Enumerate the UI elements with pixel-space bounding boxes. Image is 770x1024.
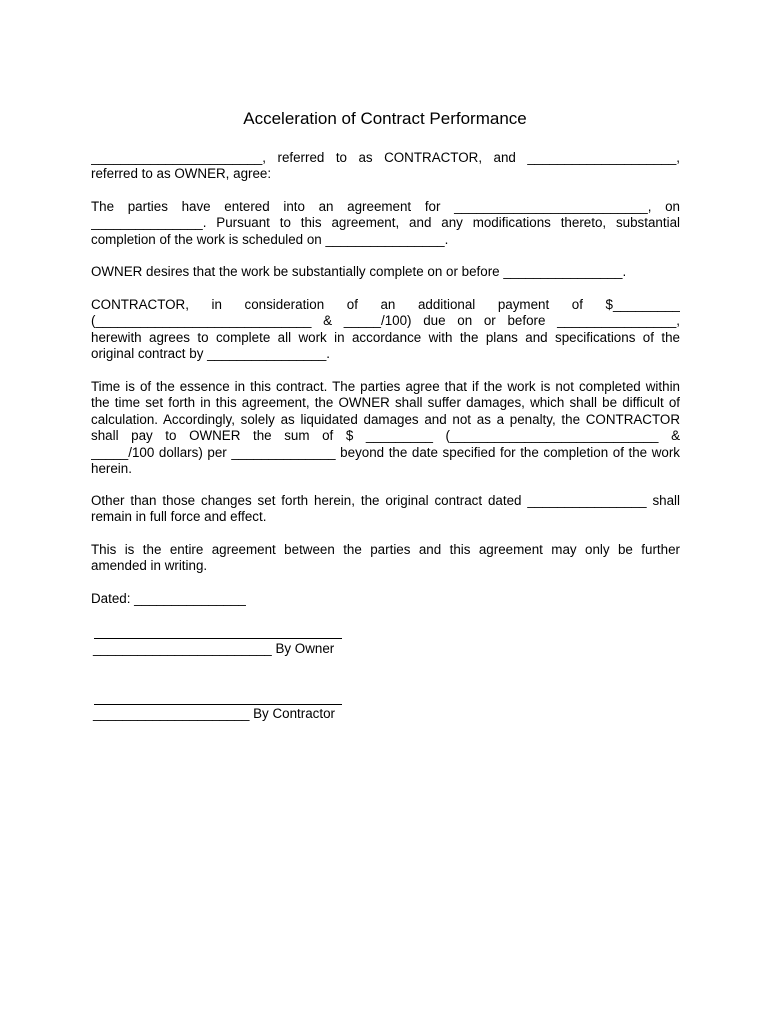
- dated-field: [91, 591, 680, 607]
- paragraph-line: original contract by ________________.: [91, 346, 330, 362]
- paragraph-original-contract: [91, 493, 680, 526]
- document-title: Acceleration of Contract Performance: [243, 109, 527, 128]
- contractor-signature-line: [94, 704, 342, 705]
- paragraph-owner-desire: [91, 264, 680, 280]
- paragraph-liquidated-damages: [91, 379, 680, 477]
- paragraph-line: Other than those changes set forth herein, the original contract dated ________________ shall: [91, 493, 680, 508]
- by-owner-label: ________________________ By Owner: [93, 641, 335, 656]
- paragraph-line: referred to as OWNER, agree:: [91, 166, 272, 182]
- paragraph-line: calculation. Accordingly, solely as liquidated damages and not as a penalty, the CONTRACTOR: [91, 411, 680, 427]
- paragraph-line: Time is of the essence in this contract. The parties agree that if the work is not completed within: [91, 379, 680, 394]
- paragraph-line: OWNER desires that the work be substantially complete on or before ________________.: [91, 264, 627, 279]
- paragraph-line: remain in full force and effect.: [91, 509, 267, 525]
- paragraph-line: shall pay to OWNER the sum of $ _________ (____________________________ &: [91, 428, 680, 444]
- paragraph-line: the time set forth in this agreement, the OWNER shall suffer damages, which shall be difficult of: [91, 395, 680, 411]
- paragraph-parties: [91, 150, 680, 183]
- paragraph-agreement: [91, 199, 680, 248]
- paragraph-line: herein.: [91, 460, 132, 476]
- dated-line: Dated: _______________: [91, 591, 246, 606]
- paragraph-line: _______________. Pursuant to this agreement, and any modifications thereto, substantial: [91, 215, 680, 231]
- paragraph-line: _______________________, referred to as CONTRACTOR, and ____________________,: [91, 150, 680, 165]
- paragraph-line: The parties have entered into an agreement for __________________________, on: [91, 199, 680, 214]
- paragraph-line: _____/100 dollars) per ______________ beyond the date specified for the completion of the work: [91, 444, 680, 460]
- paragraph-consideration: [91, 297, 680, 363]
- paragraph-line: completion of the work is scheduled on ________________.: [91, 231, 449, 247]
- by-contractor-label: _____________________ By Contractor: [93, 706, 335, 721]
- paragraph-line: (_____________________________ & _____/100) due on or before ________________,: [91, 313, 680, 329]
- paragraph-line: CONTRACTOR, in consideration of an additional payment of $_________: [91, 297, 680, 312]
- paragraph-line: This is the entire agreement between the parties and this agreement may only be further: [91, 542, 680, 557]
- paragraph-line: amended in writing.: [91, 558, 208, 574]
- paragraph-line: herewith agrees to complete all work in accordance with the plans and specifications of the: [91, 329, 680, 345]
- owner-signature-line: [94, 638, 342, 639]
- paragraph-entire-agreement: [91, 542, 680, 575]
